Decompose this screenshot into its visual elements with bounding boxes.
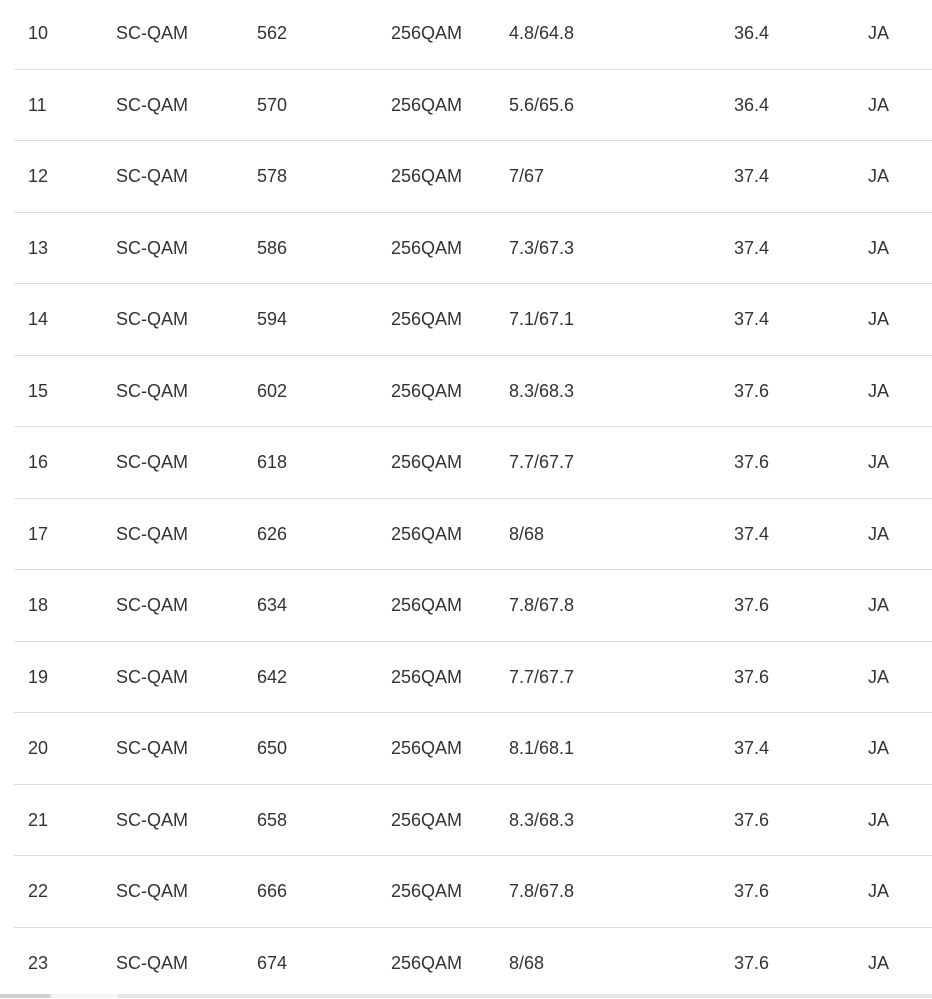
cell-status: JA (868, 309, 889, 329)
cell-snr: 37.4 (734, 166, 769, 186)
cell-channel-id: 21 (28, 810, 48, 830)
table-row (14, 570, 932, 642)
cell-channel-id: 13 (28, 238, 48, 258)
cell-modulation: 256QAM (391, 238, 462, 258)
cell-snr: 36.4 (734, 23, 769, 43)
table-row (14, 499, 932, 571)
cell-lock-type: SC-QAM (116, 524, 188, 544)
cell-power: 5.6/65.6 (509, 95, 574, 115)
cell-channel-id: 15 (28, 381, 48, 401)
table-row (14, 713, 932, 785)
table-row (14, 70, 932, 142)
cell-modulation: 256QAM (391, 23, 462, 43)
cell-power: 7.7/67.7 (509, 667, 574, 687)
cell-channel-id: 23 (28, 953, 48, 973)
cell-lock-type: SC-QAM (116, 95, 188, 115)
cell-frequency: 634 (257, 595, 287, 615)
cell-power: 8/68 (509, 524, 544, 544)
cell-snr: 37.6 (734, 667, 769, 687)
cell-status: JA (868, 166, 889, 186)
cell-snr: 37.4 (734, 309, 769, 329)
table-row (14, 642, 932, 714)
cell-lock-type: SC-QAM (116, 166, 188, 186)
cell-status: JA (868, 95, 889, 115)
cell-lock-type: SC-QAM (116, 810, 188, 830)
cell-frequency: 594 (257, 309, 287, 329)
cell-modulation: 256QAM (391, 667, 462, 687)
cell-status: JA (868, 381, 889, 401)
cell-channel-id: 12 (28, 166, 48, 186)
cell-status: JA (868, 881, 889, 901)
cell-channel-id: 18 (28, 595, 48, 615)
cell-modulation: 256QAM (391, 309, 462, 329)
scrollbar-thumb[interactable] (52, 994, 118, 998)
table-row (14, 141, 932, 213)
cell-power: 7/67 (509, 166, 544, 186)
cell-status: JA (868, 738, 889, 758)
cell-channel-id: 20 (28, 738, 48, 758)
cell-frequency: 602 (257, 381, 287, 401)
cell-status: JA (868, 595, 889, 615)
cell-snr: 37.6 (734, 953, 769, 973)
cell-lock-type: SC-QAM (116, 238, 188, 258)
cell-snr: 37.4 (734, 738, 769, 758)
cell-snr: 37.6 (734, 452, 769, 472)
cell-frequency: 562 (257, 23, 287, 43)
cell-frequency: 674 (257, 953, 287, 973)
cell-modulation: 256QAM (391, 595, 462, 615)
cell-status: JA (868, 953, 889, 973)
cell-channel-id: 11 (28, 95, 47, 115)
cell-modulation: 256QAM (391, 166, 462, 186)
cell-power: 7.1/67.1 (509, 309, 574, 329)
cell-lock-type: SC-QAM (116, 738, 188, 758)
cell-modulation: 256QAM (391, 524, 462, 544)
cell-channel-id: 19 (28, 667, 48, 687)
cell-power: 8/68 (509, 953, 544, 973)
table-row (14, 356, 932, 428)
table-row (14, 856, 932, 928)
cell-frequency: 658 (257, 810, 287, 830)
cell-power: 8.3/68.3 (509, 810, 574, 830)
cell-status: JA (868, 238, 889, 258)
cell-lock-type: SC-QAM (116, 667, 188, 687)
cell-lock-type: SC-QAM (116, 309, 188, 329)
cell-lock-type: SC-QAM (116, 452, 188, 472)
cell-channel-id: 17 (28, 524, 48, 544)
downstream-channel-table (14, 0, 932, 999)
cell-power: 8.3/68.3 (509, 381, 574, 401)
cell-modulation: 256QAM (391, 738, 462, 758)
cell-status: JA (868, 667, 889, 687)
cell-snr: 36.4 (734, 95, 769, 115)
table-row (14, 0, 932, 70)
table-row (14, 284, 932, 356)
cell-channel-id: 10 (28, 23, 48, 43)
horizontal-scrollbar[interactable] (0, 994, 932, 998)
cell-frequency: 570 (257, 95, 287, 115)
table-row (14, 427, 932, 499)
cell-status: JA (868, 452, 889, 472)
cell-modulation: 256QAM (391, 953, 462, 973)
cell-modulation: 256QAM (391, 95, 462, 115)
cell-frequency: 586 (257, 238, 287, 258)
cell-power: 7.3/67.3 (509, 238, 574, 258)
cell-channel-id: 14 (28, 309, 48, 329)
table-row (14, 928, 932, 999)
cell-frequency: 666 (257, 881, 287, 901)
cell-modulation: 256QAM (391, 881, 462, 901)
cell-status: JA (868, 810, 889, 830)
cell-snr: 37.6 (734, 595, 769, 615)
cell-frequency: 618 (257, 452, 287, 472)
table-row (14, 785, 932, 857)
cell-lock-type: SC-QAM (116, 23, 188, 43)
cell-power: 7.8/67.8 (509, 595, 574, 615)
scrollbar-left-track[interactable] (0, 994, 50, 998)
cell-snr: 37.6 (734, 881, 769, 901)
cell-frequency: 650 (257, 738, 287, 758)
table-row (14, 213, 932, 285)
cell-modulation: 256QAM (391, 810, 462, 830)
cell-snr: 37.6 (734, 810, 769, 830)
cell-frequency: 626 (257, 524, 287, 544)
cell-power: 4.8/64.8 (509, 23, 574, 43)
cell-snr: 37.4 (734, 238, 769, 258)
cell-channel-id: 22 (28, 881, 48, 901)
cell-status: JA (868, 23, 889, 43)
cell-power: 8.1/68.1 (509, 738, 574, 758)
cell-power: 7.8/67.8 (509, 881, 574, 901)
cell-lock-type: SC-QAM (116, 953, 188, 973)
cell-snr: 37.4 (734, 524, 769, 544)
cell-modulation: 256QAM (391, 381, 462, 401)
cell-frequency: 642 (257, 667, 287, 687)
cell-status: JA (868, 524, 889, 544)
cell-frequency: 578 (257, 166, 287, 186)
cell-channel-id: 16 (28, 452, 48, 472)
cell-lock-type: SC-QAM (116, 595, 188, 615)
cell-power: 7.7/67.7 (509, 452, 574, 472)
cell-lock-type: SC-QAM (116, 381, 188, 401)
cell-modulation: 256QAM (391, 452, 462, 472)
cell-lock-type: SC-QAM (116, 881, 188, 901)
cell-snr: 37.6 (734, 381, 769, 401)
